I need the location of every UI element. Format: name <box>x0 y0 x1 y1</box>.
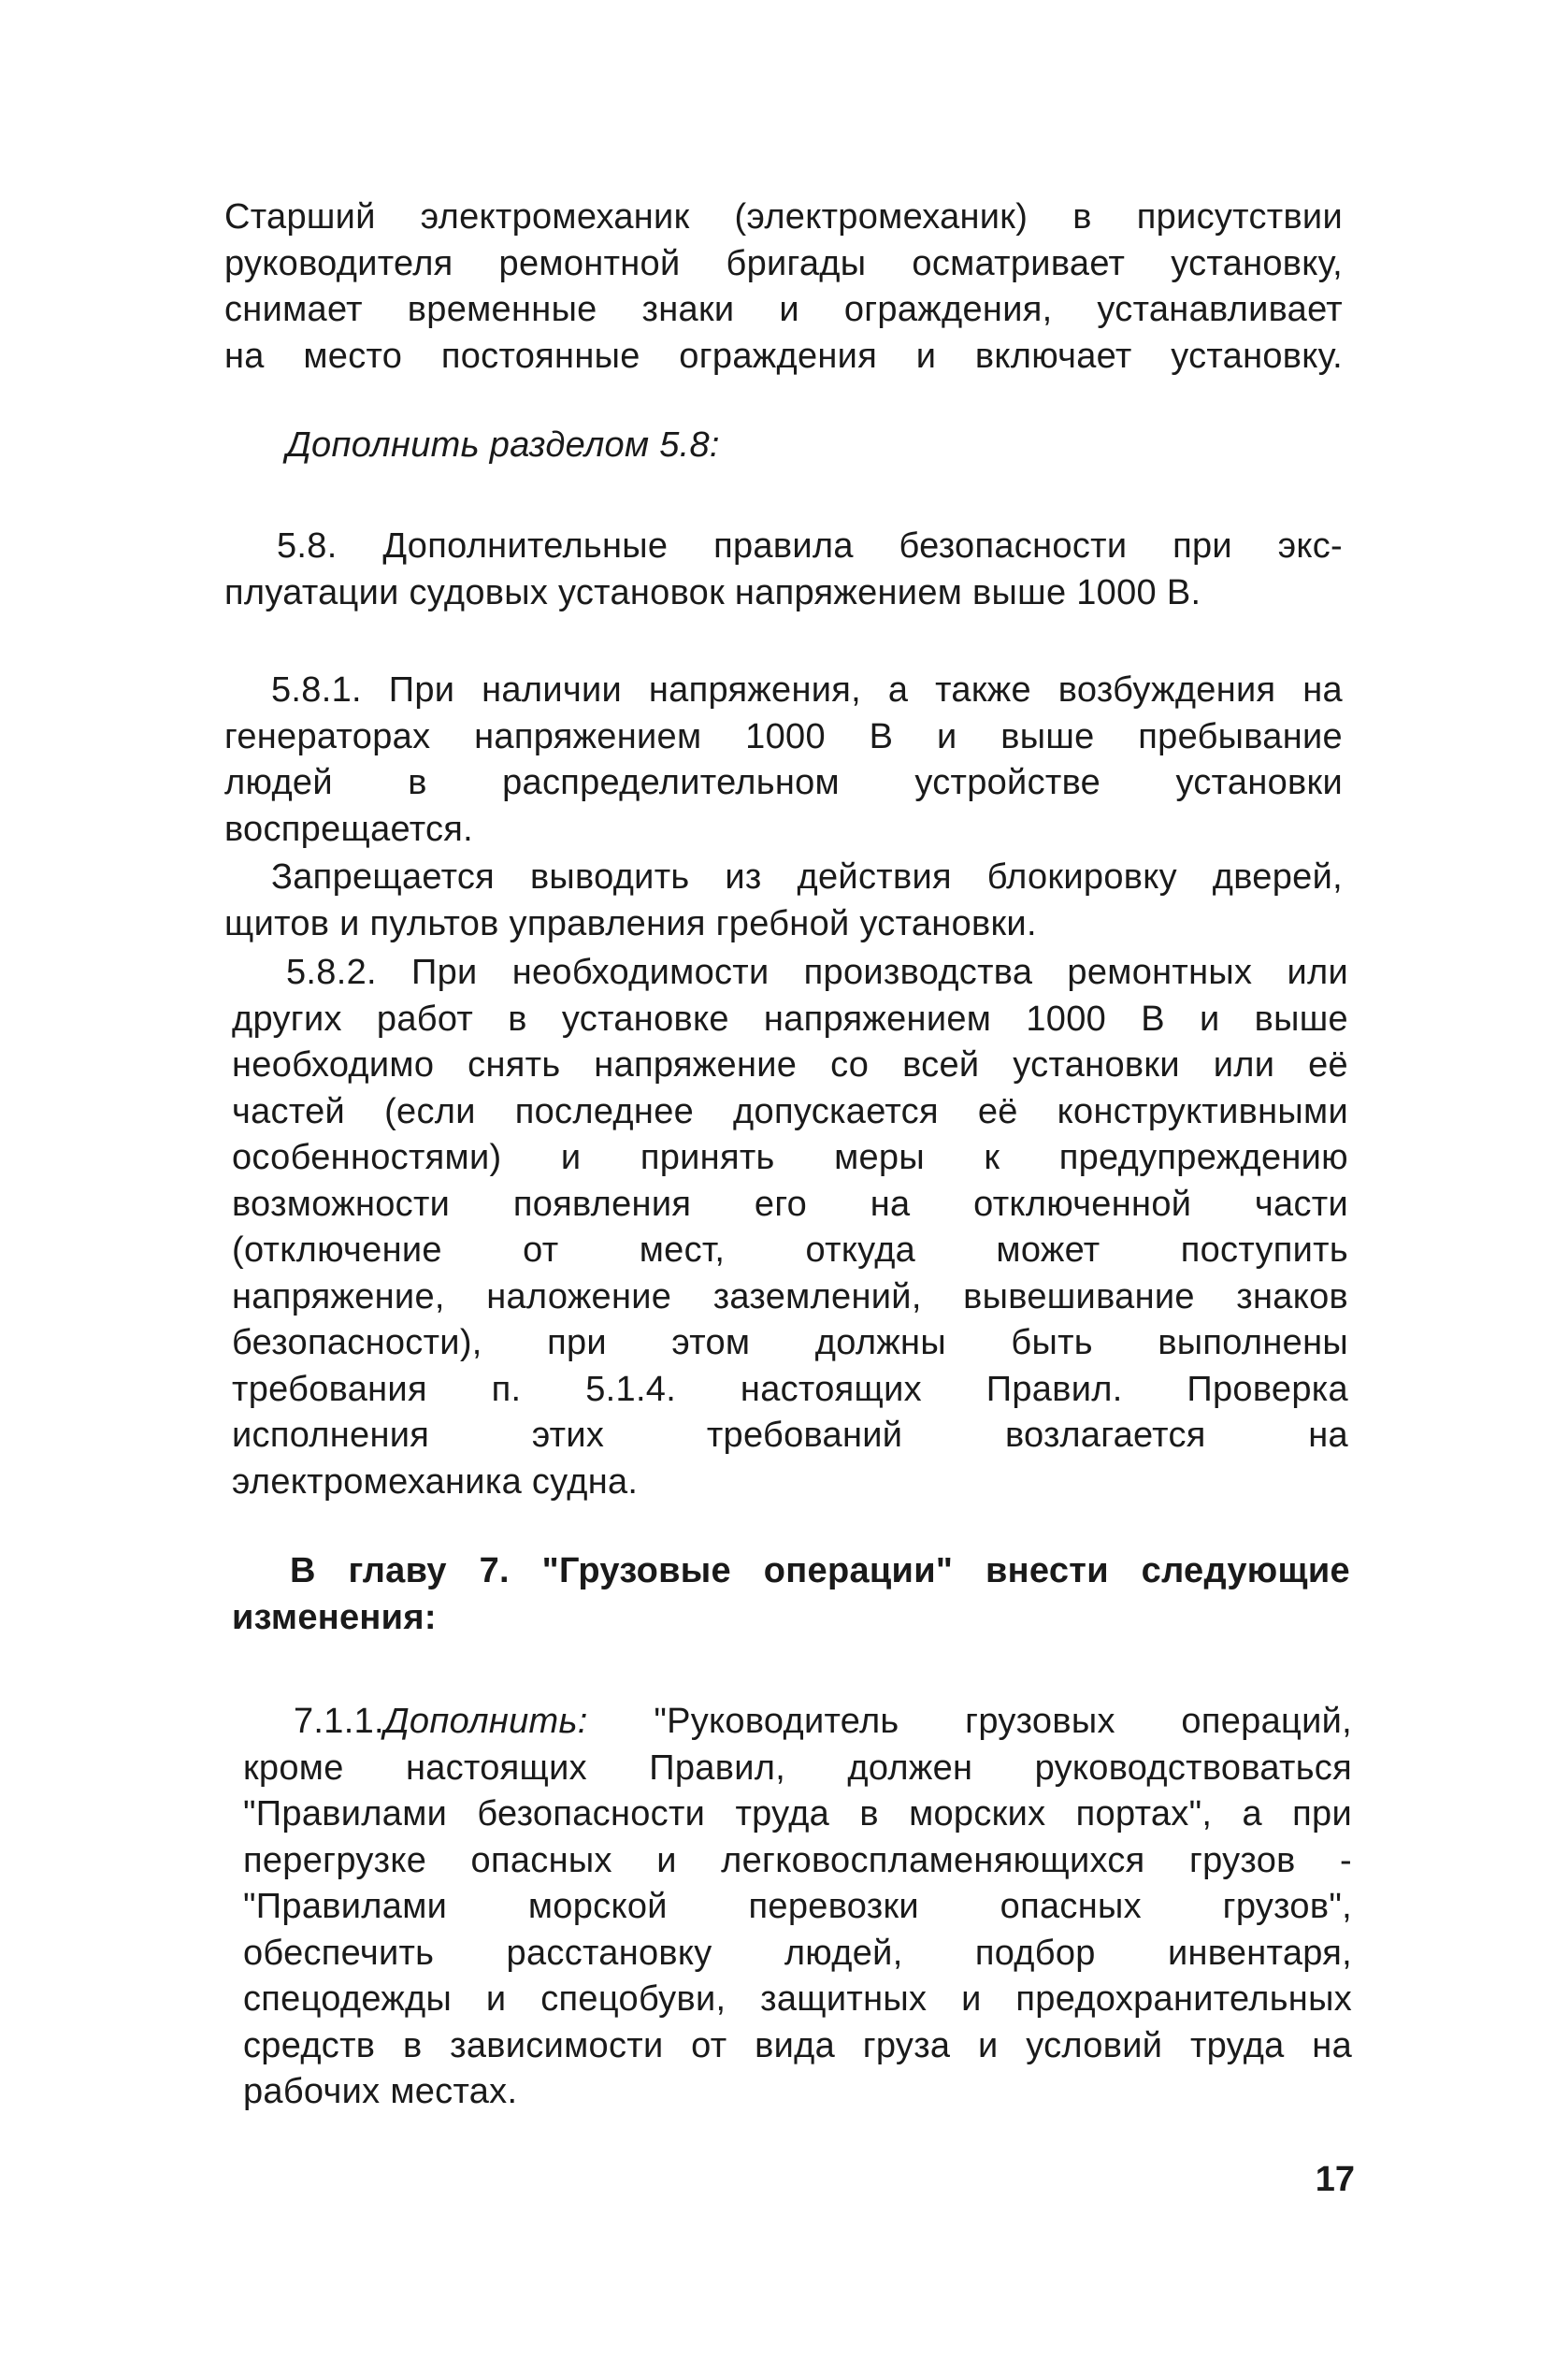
section-5-8-1-line: генераторах напряжением 1000 В и выше пребывание <box>224 716 1343 756</box>
section-7-1-1 <box>243 1699 1352 2116</box>
addition-note <box>286 423 720 469</box>
section-5-8-2-line: других работ в установке напряжением 1000 В и выше <box>232 999 1348 1039</box>
section-5-8-2-line: электромеханика судна. <box>232 1461 639 1502</box>
section-5-8-2-line: исполнения этих требований возлагается на <box>232 1416 1348 1455</box>
section-7-1-1-line: перегрузке опасных и легковоспламеняющихся грузов - <box>243 1840 1352 1880</box>
intro-paragraph <box>224 194 1343 380</box>
intro-line: снимает временные знаки и ограждения, устанавливает <box>224 290 1343 329</box>
section-7-1-1-line: кроме настоящих Правил, должен руководствоваться <box>243 1747 1352 1788</box>
section-7-1-1-line: обеспечить расстановку людей, подбор инвентаря, <box>243 1933 1352 1973</box>
prohibition-line: щитов и пультов управления гребной установки. <box>224 903 1037 943</box>
chapter-heading-line: изменения: <box>232 1597 437 1637</box>
section-5-8-2-line: требования п. 5.1.4. настоящих Правил. Проверка <box>232 1369 1348 1409</box>
section-7-1-1-line: спецодежды и спецобуви, защитных и предохранительных <box>243 1979 1352 2019</box>
intro-line: Старший электромеханик (электромеханик) в присутствии <box>224 197 1343 237</box>
section-5-8-2-line: особенностями) и принять меры к предупреждению <box>232 1138 1348 1177</box>
section-5-8-1-line: людей в распределительном устройстве установки <box>224 763 1343 802</box>
section-5-8-1 <box>224 668 1343 853</box>
page-number: 17 <box>1315 2160 1355 2199</box>
section-7-1-1-line: "Правилами морской перевозки опасных грузов", <box>243 1887 1352 1926</box>
section-5-8-2-line: необходимо снять напряжение со всей установки или её <box>232 1045 1348 1085</box>
section-7-1-1-first-line-rest: "Руководитель грузовых операций, <box>654 1702 1352 1741</box>
section-5-8 <box>224 524 1343 616</box>
section-5-8-2-line: (отключение от мест, откуда может поступить <box>232 1230 1348 1270</box>
section-5-8-2-line: частей (если последнее допускается её конструктивными <box>232 1091 1348 1131</box>
section-5-8-2-line: 5.8.2. При необходимости производства ремонтных или <box>286 953 1348 992</box>
section-5-8-2 <box>232 950 1348 1505</box>
section-5-8-2-line: безопасности), при этом должны быть выполнены <box>232 1323 1348 1362</box>
addition-note-text: Дополнить разделом 5.8: <box>286 425 720 465</box>
chapter-heading <box>232 1548 1350 1641</box>
section-5-8-1-line: 5.8.1. При наличии напряжения, а также возбуждения на <box>271 670 1343 710</box>
section-5-8-line: плуатации судовых установок напряжением выше 1000 В. <box>224 572 1201 612</box>
intro-line: руководителя ремонтной бригады осматривает установку, <box>224 243 1343 283</box>
section-7-1-1-line: "Правилами безопасности труда в морских портах", а при <box>243 1794 1352 1834</box>
section-5-8-2-line: напряжение, наложение заземлений, вывешивание знаков <box>232 1276 1348 1316</box>
prohibition-line: Запрещается выводить из действия блокировку дверей, <box>271 857 1343 897</box>
intro-line: на место постоянные ограждения и включает установку. <box>224 336 1343 376</box>
section-7-1-1-first-line <box>243 1699 1352 1746</box>
section-7-1-1-number: 7.1.1. <box>294 1702 384 1741</box>
section-5-8-2-line: возможности появления его на отключенной части <box>232 1184 1348 1224</box>
chapter-heading-line: В главу 7. "Грузовые операции" внести следующие <box>290 1551 1350 1590</box>
section-7-1-1-instruction: Дополнить: <box>383 1702 588 1741</box>
section-7-1-1-line: средств в зависимости от вида груза и условий труда на <box>243 2025 1352 2065</box>
section-5-8-line: 5.8. Дополнительные правила безопасности при экс- <box>277 526 1343 566</box>
section-5-8-1-line: воспрещается. <box>224 809 474 849</box>
section-7-1-1-line: рабочих местах. <box>243 2072 518 2111</box>
prohibition-paragraph <box>224 855 1343 947</box>
